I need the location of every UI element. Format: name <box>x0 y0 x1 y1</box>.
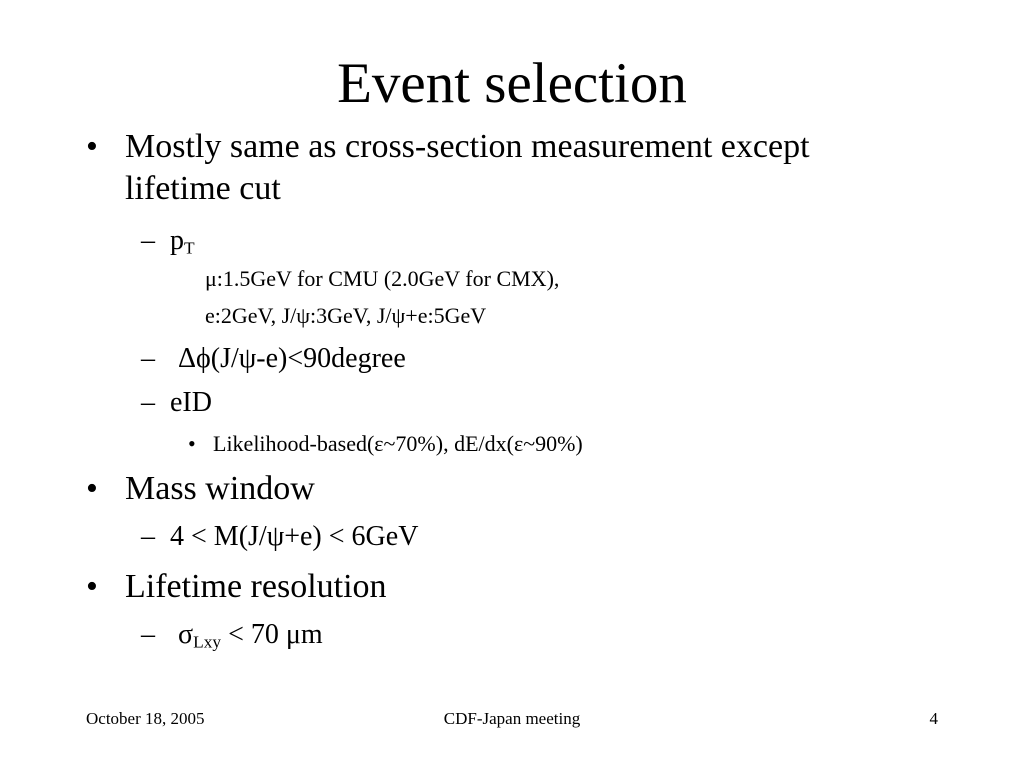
bullet-marker: • <box>188 431 196 456</box>
bullet-text-line: Mass window <box>125 470 315 507</box>
sub-sub-bullet-likelihood: Likelihood-based(ε~70%), dE/dx(ε~90%) <box>213 431 583 456</box>
dash-marker: – <box>141 225 155 256</box>
slide-title: Event selection <box>337 52 687 115</box>
footer-meeting: CDF-Japan meeting <box>443 709 581 728</box>
bullet-marker: • <box>86 470 98 507</box>
dash-marker: – <box>141 521 155 552</box>
bullet-marker: • <box>86 128 98 165</box>
pt-threshold-line: e:2GeV, J/ψ:3GeV, J/ψ+e:5GeV <box>205 303 487 328</box>
sigma-value: < 70 μm <box>221 619 323 650</box>
bullet-text-line: lifetime cut <box>125 170 281 207</box>
sigma-subscript: Lxy <box>193 632 222 652</box>
sub-bullet-dphi: Δϕ(J/ψ-e)<90degree <box>178 343 406 374</box>
bullet-marker: • <box>86 568 98 605</box>
sub-bullet-sigma <box>178 618 323 652</box>
sigma-symbol: σ <box>178 619 194 650</box>
pt-subscript: T <box>184 238 195 258</box>
bullet-text-line: Lifetime resolution <box>125 568 387 605</box>
bullet-text-line: Mostly same as cross-section measurement except <box>125 128 810 165</box>
dash-marker: – <box>141 619 155 650</box>
sub-bullet-mass: 4 < M(J/ψ+e) < 6GeV <box>170 521 419 552</box>
dash-marker: – <box>141 387 155 418</box>
footer-date: October 18, 2005 <box>86 709 205 728</box>
footer-page-number: 4 <box>929 709 938 728</box>
sub-bullet-eid: eID <box>170 387 212 418</box>
dash-marker: – <box>141 343 155 374</box>
pt-threshold-line: μ:1.5GeV for CMU (2.0GeV for CMX), <box>205 266 560 291</box>
pt-symbol: p <box>170 225 184 256</box>
sub-bullet-pt <box>170 224 195 258</box>
